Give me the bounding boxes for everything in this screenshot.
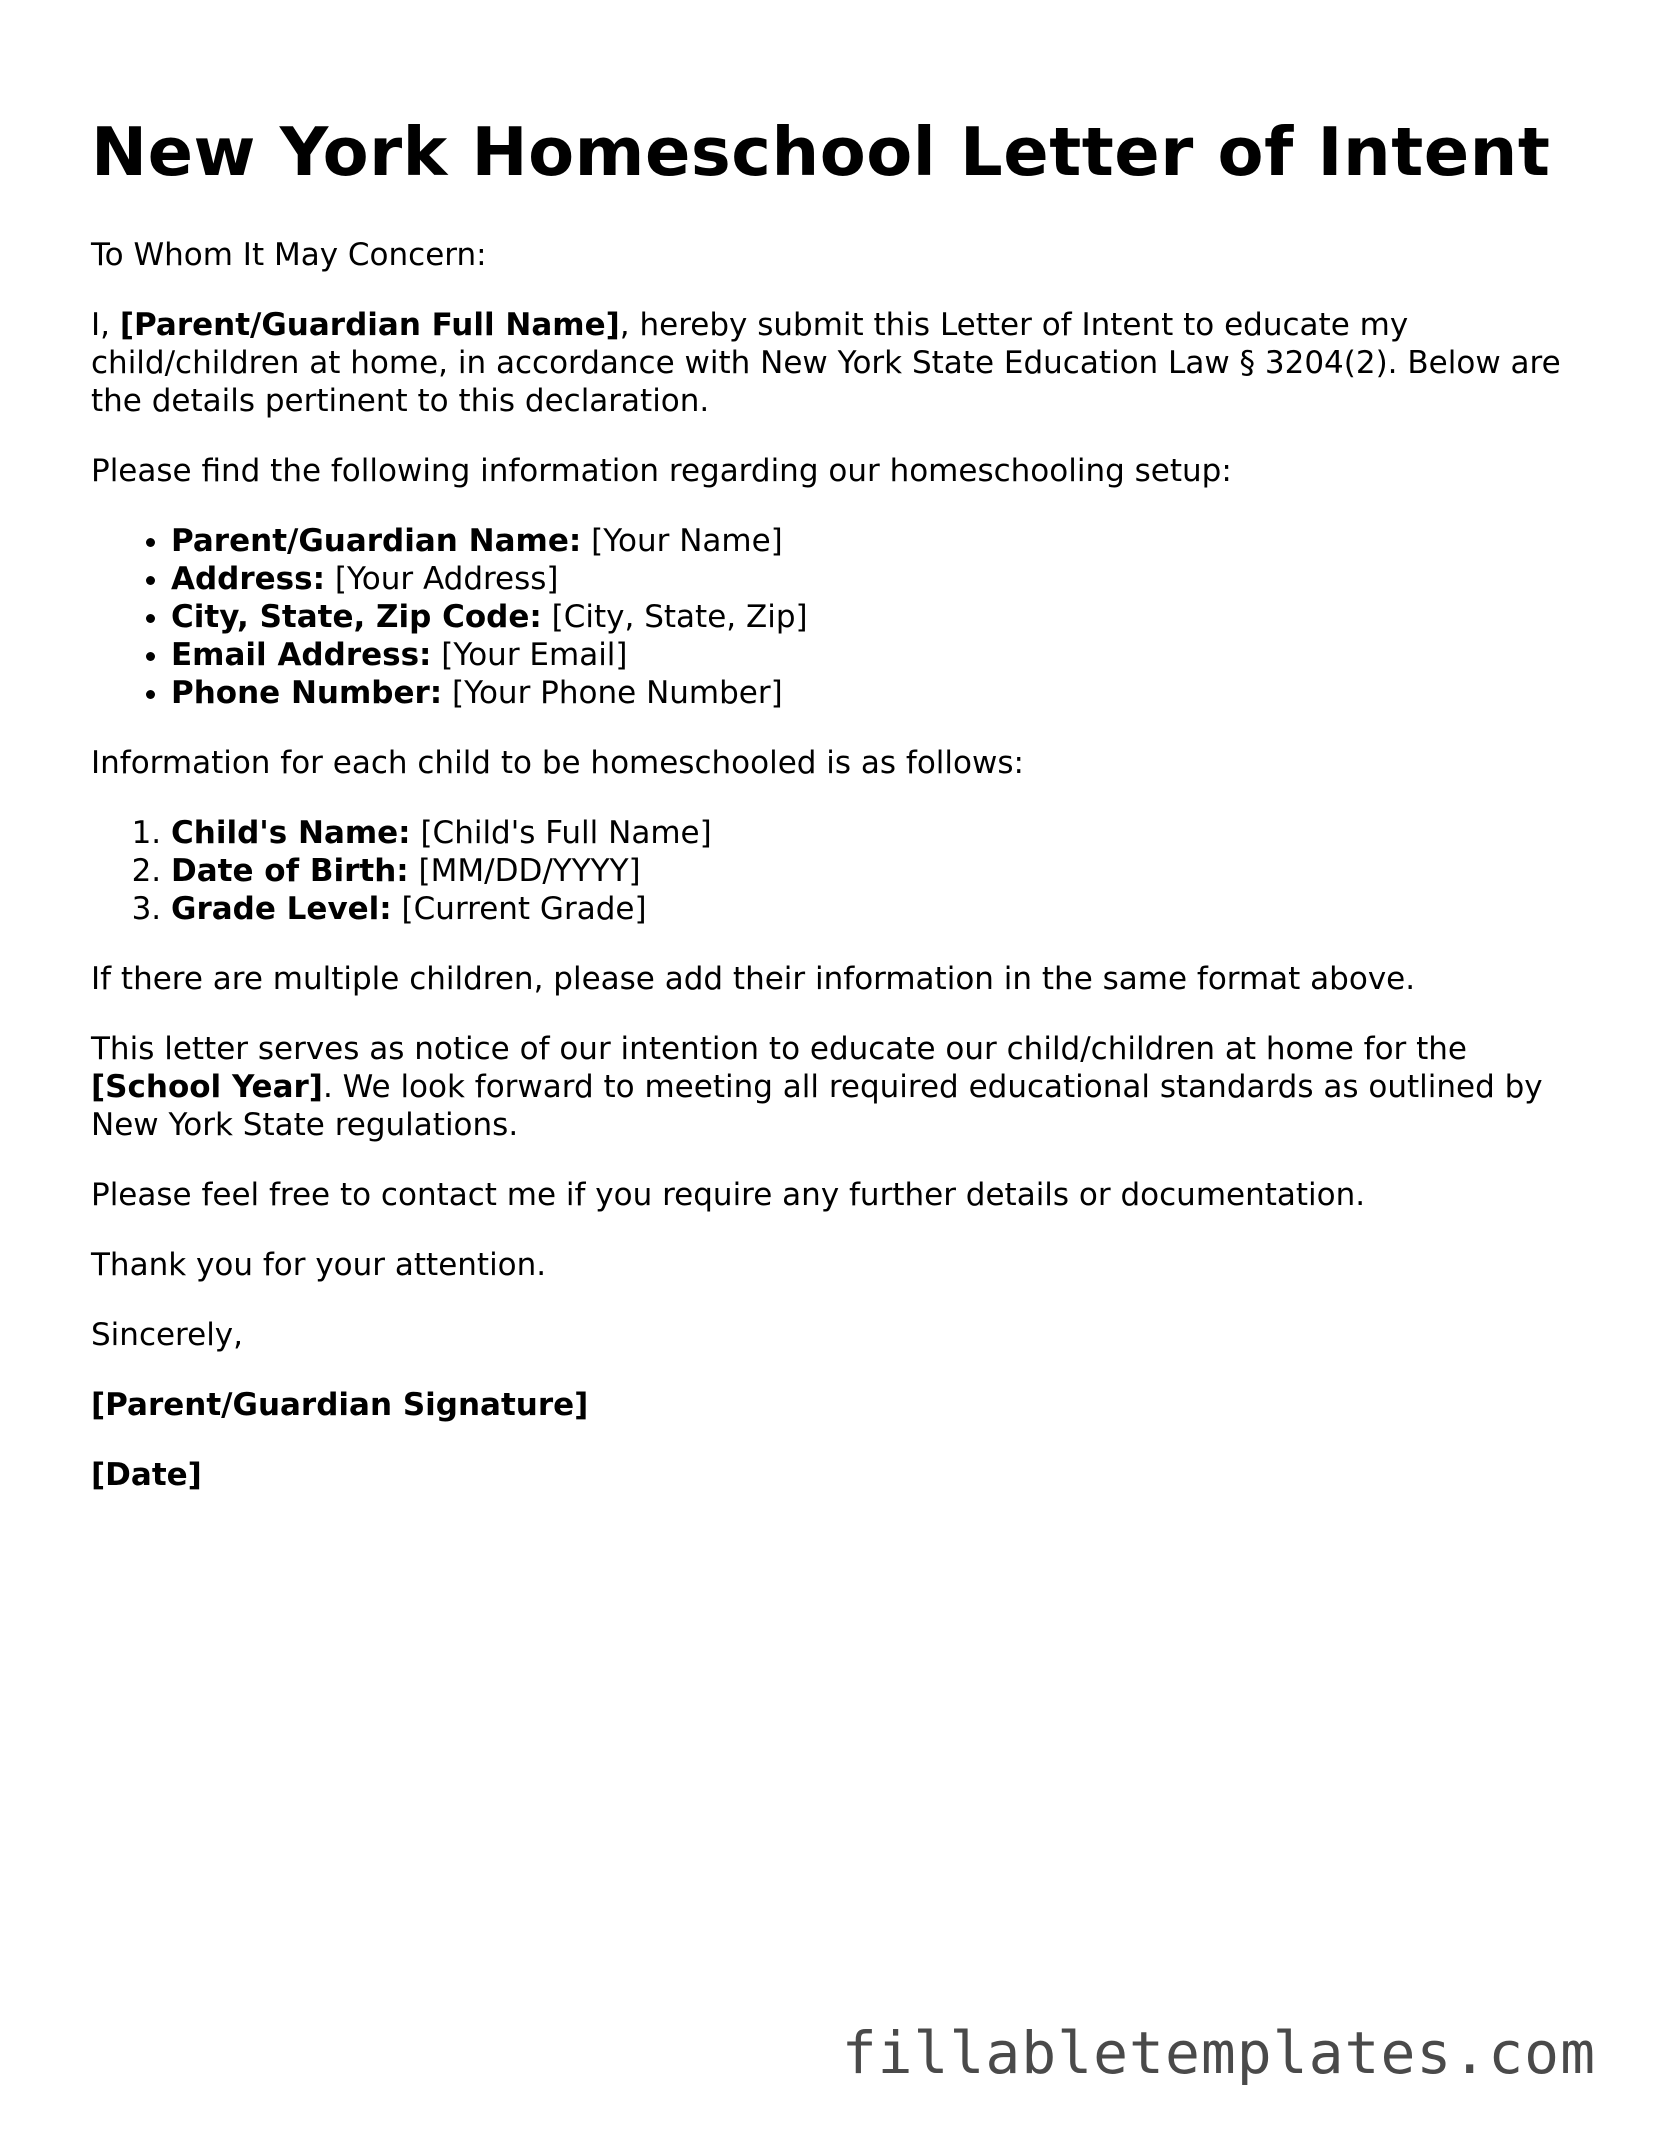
- list-item: [171, 636, 1571, 674]
- list-item: [171, 674, 1571, 712]
- school-year-placeholder: [School Year]: [91, 1069, 323, 1105]
- list-item-label: City, State, Zip Code:: [171, 599, 542, 635]
- list-item-label: Phone Number:: [171, 675, 443, 711]
- contact-info-list: [91, 522, 1571, 712]
- list-item-value: [Your Address]: [325, 561, 559, 597]
- letter-document: [91, 112, 1571, 1526]
- list-item-value: [Your Email]: [431, 637, 628, 673]
- list-item: [171, 560, 1571, 598]
- list-item-value: [Child's Full Name]: [410, 815, 712, 851]
- thanks-line: Thank you for your attention.: [91, 1247, 547, 1283]
- parent-name-placeholder: [Parent/Guardian Full Name]: [119, 307, 620, 343]
- list-item-value: [Your Phone Number]: [442, 675, 783, 711]
- notice-paragraph: [91, 1030, 1571, 1144]
- list-item: [171, 598, 1571, 636]
- list-item-label: Parent/Guardian Name:: [171, 523, 582, 559]
- list-item-value: [City, State, Zip]: [541, 599, 808, 635]
- list-item-label: Email Address:: [171, 637, 432, 673]
- children-intro: Information for each child to be homeschooled is as follows:: [91, 745, 1024, 781]
- date-placeholder: [Date]: [91, 1457, 202, 1493]
- list-item-label: Grade Level:: [171, 891, 392, 927]
- notice-before: This letter serves as notice of our intention to educate our child/children at home for the: [91, 1031, 1468, 1067]
- list-item-value: [Your Name]: [581, 523, 783, 559]
- list-item-value: [Current Grade]: [391, 891, 647, 927]
- list-item-label: Date of Birth:: [171, 853, 409, 889]
- notice-after: . We look forward to meeting all required educational standards as outlined by New York State regulations.: [91, 1069, 1543, 1143]
- document-title: New York Homeschool Letter of Intent: [91, 113, 1551, 191]
- signature-placeholder: [Parent/Guardian Signature]: [91, 1387, 589, 1423]
- watermark: fillabletemplates.com: [841, 2019, 1596, 2087]
- intro-text: , hereby submit this Letter of Intent to educate my child/children at home, in accordance with New York State Education Law § 3204(2). Below are the details pertinent to this declaration.: [91, 307, 1561, 419]
- intro-prefix: I,: [91, 307, 120, 343]
- info-intro: Please find the following information regarding our homeschooling setup:: [91, 453, 1232, 489]
- list-item: [171, 890, 1571, 928]
- intro-paragraph: [91, 306, 1571, 420]
- multiple-children-note: If there are multiple children, please add their information in the same format above.: [91, 961, 1416, 997]
- list-item-label: Address:: [171, 561, 325, 597]
- contact-note: Please feel free to contact me if you require any further details or documentation.: [91, 1177, 1366, 1213]
- list-item: [171, 852, 1571, 890]
- salutation: To Whom It May Concern:: [91, 237, 487, 273]
- child-info-list: [91, 814, 1571, 928]
- closing-line: Sincerely,: [91, 1317, 244, 1353]
- list-item: [171, 814, 1571, 852]
- list-item-label: Child's Name:: [171, 815, 411, 851]
- list-item-value: [MM/DD/YYYY]: [408, 853, 641, 889]
- list-item: [171, 522, 1571, 560]
